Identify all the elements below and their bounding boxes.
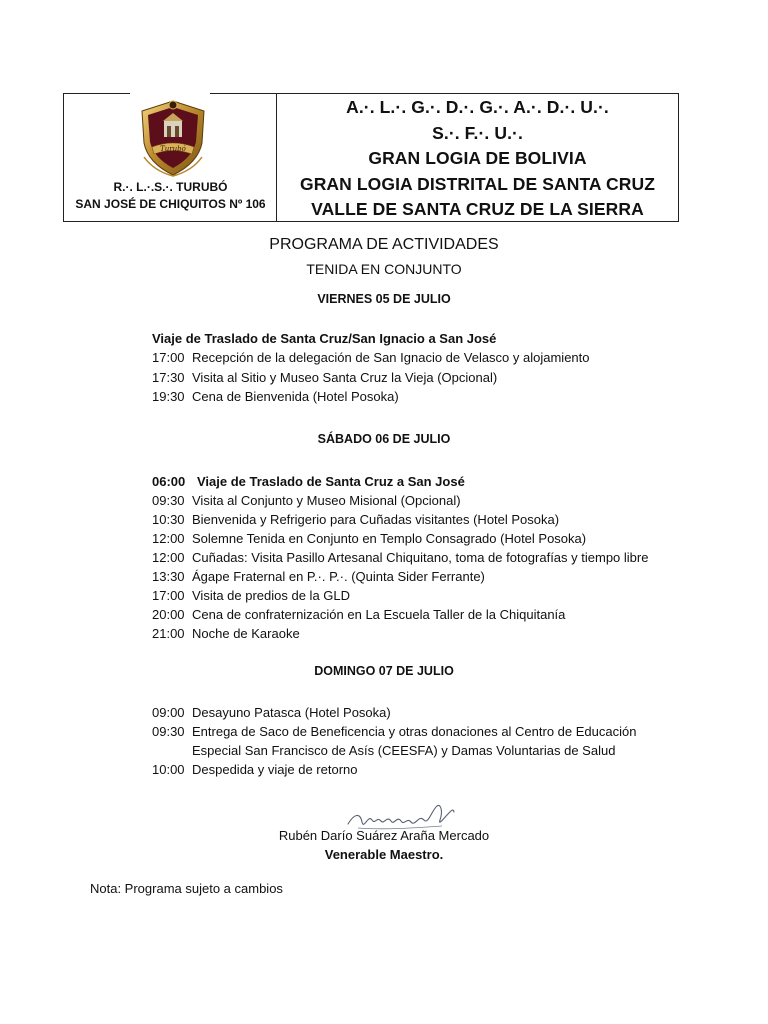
list-item: 09:30 Visita al Conjunto y Museo Misional (Opcional) [152, 493, 461, 508]
heading-line-3: GRAN LOGIA DE BOLIVIA [368, 148, 587, 168]
lodge-shield-logo [134, 97, 212, 179]
list-item: 21:00 Noche de Karaoke [152, 626, 300, 641]
lodge-location: SAN JOSÉ DE CHIQUITOS Nº 106 [75, 197, 266, 211]
heading-line-5: VALLE DE SANTA CRUZ DE LA SIERRA [311, 199, 644, 219]
footnote: Nota: Programa sujeto a cambios [90, 881, 283, 896]
day-heading-saturday: SÁBADO 06 DE JULIO [317, 432, 451, 446]
lodge-cell [64, 94, 277, 221]
header-box [63, 93, 679, 222]
list-item: 09:30 Entrega de Saco de Beneficencia y otras donaciones al Centro de Educación [152, 724, 637, 739]
program-title: PROGRAMA DE ACTIVIDADES [269, 236, 499, 253]
list-item: 12:00 Cuñadas: Visita Pasillo Artesanal Chiquitano, toma de fotografías y tiempo libre [152, 550, 649, 565]
list-item: 10:00 Despedida y viaje de retorno [152, 762, 358, 777]
friday-intro: Viaje de Traslado de Santa Cruz/San Ignacio a San José [152, 331, 497, 346]
heading-line-4: GRAN LOGIA DISTRITAL DE SANTA CRUZ [299, 174, 655, 194]
heading-line-2: S.·. F.·. U.·. [432, 123, 523, 143]
heading-line-1: A.·. L.·. G.·. D.·. G.·. A.·. D.·. U.·. [346, 97, 609, 117]
list-item: 13:30 Ágape Fraternal en P.·. P.·. (Quinta Sider Ferrante) [152, 569, 485, 584]
list-item: 12:00 Solemne Tenida en Conjunto en Templo Consagrado (Hotel Posoka) [152, 531, 587, 546]
list-item: 10:30 Bienvenida y Refrigerio para Cuñadas visitantes (Hotel Posoka) [152, 512, 560, 527]
signer-title: Venerable Maestro. [324, 847, 444, 862]
list-item: 17:00 Visita de predios de la GLD [152, 588, 351, 603]
day-heading-sunday: DOMINGO 07 DE JULIO [314, 664, 454, 678]
list-item: 17:00 Recepción de la delegación de San Ignacio de Velasco y alojamiento [152, 350, 590, 365]
list-item: 06:00 Viaje de Traslado de Santa Cruz a San José [152, 474, 465, 489]
svg-text:Turubó: Turubó [160, 145, 186, 153]
lodge-name: R.·. L.·.S.·. TURUBÓ [113, 180, 228, 194]
list-item: 09:00 Desayuno Patasca (Hotel Posoka) [152, 705, 391, 720]
signer-name: Rubén Darío Suárez Araña Mercado [278, 828, 490, 843]
program-subtitle: TENIDA EN CONJUNTO [306, 261, 462, 277]
list-item: 19:30 Cena de Bienvenida (Hotel Posoka) [152, 389, 399, 404]
list-item-continuation: Especial San Francisco de Asís (CEESFA) y Damas Voluntarias de Salud [192, 743, 616, 758]
list-item: 17:30 Visita al Sitio y Museo Santa Cruz la Vieja (Opcional) [152, 370, 498, 385]
masonic-heading-cell [277, 94, 678, 221]
list-item: 20:00 Cena de confraternización en La Escuela Taller de la Chiquitanía [152, 607, 566, 622]
day-heading-friday: VIERNES 05 DE JULIO [317, 292, 451, 306]
